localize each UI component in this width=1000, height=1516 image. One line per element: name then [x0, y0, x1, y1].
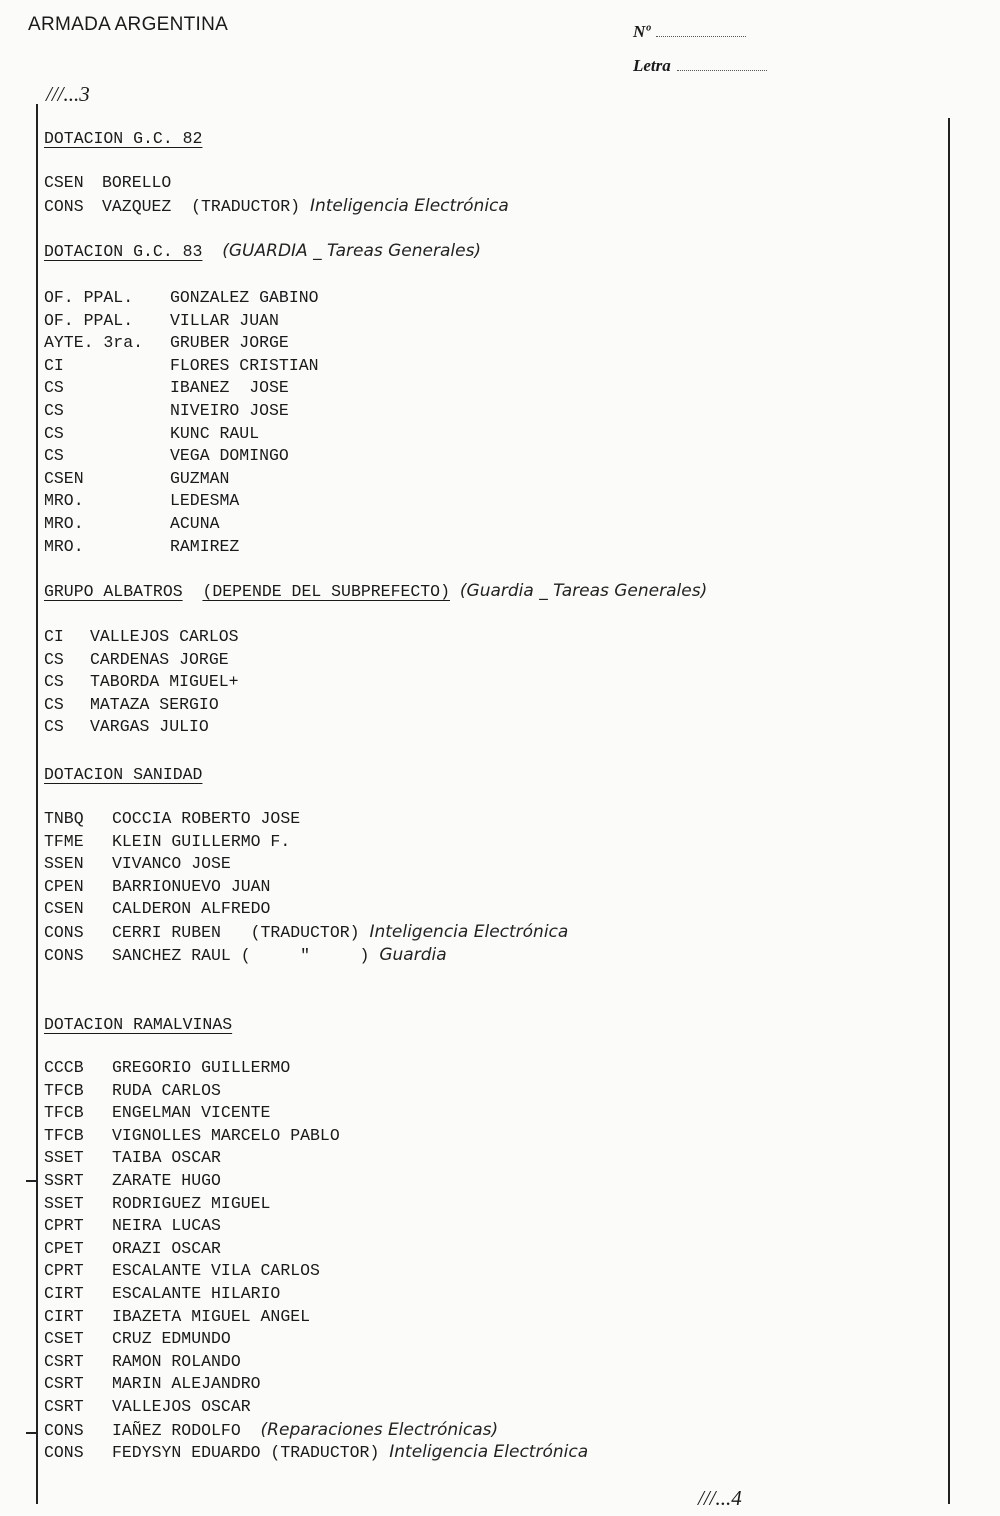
handwritten-note: (GUARDIA _ Tareas Generales): [222, 241, 482, 261]
list-item: [44, 332, 481, 355]
rank: CSRT: [44, 1374, 84, 1394]
right-margin-line: [948, 118, 950, 1504]
list-item: [44, 1328, 588, 1351]
section-dotacion-gc83: [44, 240, 481, 558]
continuation-top: ///...3: [46, 82, 90, 106]
handwritten-note: Guardia: [379, 944, 447, 965]
person-name: IBANEZ JOSE: [170, 378, 289, 398]
section-dotacion-gc82: [44, 128, 509, 217]
handwritten-note: Inteligencia Electrónica: [369, 921, 569, 942]
rank: SSET: [44, 1148, 84, 1168]
person-name: ZARATE HUGO: [112, 1170, 221, 1190]
person-name: BORELLO: [102, 173, 172, 192]
rank: CPEN: [44, 876, 84, 896]
person-name: BARRIONUEVO JUAN: [112, 876, 271, 896]
person-name: RAMIREZ: [170, 536, 240, 556]
rank: CSEN: [44, 468, 84, 488]
person-name: ESCALANTE HILARIO: [112, 1283, 281, 1303]
person-name: FEDYSYN EDUARDO (TRADUCTOR): [112, 1443, 380, 1463]
rank: CONS: [44, 1443, 84, 1463]
rank: OF. PPAL.: [44, 288, 134, 307]
person-name: VIVANCO JOSE: [112, 854, 231, 874]
handwritten-note: Inteligencia Electrónica: [309, 195, 509, 216]
person-name: CRUZ EDMUNDO: [112, 1329, 231, 1349]
list-item: [44, 1260, 588, 1283]
list-item: [44, 1238, 588, 1261]
section-dotacion-sanidad: [44, 764, 568, 966]
person-name: VIGNOLLES MARCELO PABLO: [112, 1125, 340, 1145]
rank: MRO.: [44, 536, 84, 556]
list-item: [44, 831, 568, 854]
rank: CI: [44, 627, 64, 646]
person-name: VALLEJOS OSCAR: [112, 1396, 251, 1416]
section-title: [44, 764, 568, 786]
list-item: [44, 445, 481, 468]
personnel-list: [44, 626, 707, 739]
rank: CONS: [44, 945, 84, 965]
rank: CPRT: [44, 1261, 84, 1281]
person-name: NEIRA LUCAS: [112, 1216, 221, 1236]
rank: TFCB: [44, 1125, 84, 1145]
person-name: ENGELMAN VICENTE: [112, 1103, 271, 1123]
list-item: [44, 1441, 588, 1464]
section-title-extra: (DEPENDE DEL SUBPREFECTO): [202, 582, 450, 601]
person-name: GRUBER JORGE: [170, 333, 289, 353]
rank: TNBQ: [44, 809, 84, 828]
list-item: [44, 1396, 588, 1419]
list-item: [44, 671, 707, 694]
list-item: [44, 1125, 588, 1148]
left-margin-line: [36, 104, 38, 1504]
rank: CS: [44, 717, 64, 737]
rank: CSRT: [44, 1351, 84, 1371]
continuation-bottom: ///...4: [698, 1486, 742, 1510]
person-name: KUNC RAUL: [170, 423, 260, 443]
person-name: VARGAS JULIO: [90, 717, 209, 737]
person-name: VEGA DOMINGO: [170, 446, 289, 466]
rank: CIRT: [44, 1283, 84, 1303]
section-title-text: DOTACION SANIDAD: [44, 765, 203, 784]
list-item: [44, 1419, 588, 1442]
person-name: IAÑEZ RODOLFO: [112, 1420, 241, 1440]
rank: TFCB: [44, 1080, 84, 1100]
person-name: RAMON ROLANDO: [112, 1351, 241, 1371]
rank: MRO.: [44, 491, 84, 511]
rank: CS: [44, 694, 64, 714]
list-item: [44, 921, 568, 944]
list-item: [44, 310, 481, 333]
person-name: IBAZETA MIGUEL ANGEL: [112, 1306, 311, 1326]
list-item: [44, 1351, 588, 1374]
rank: CS: [44, 649, 64, 669]
person-name: COCCIA ROBERTO JOSE: [112, 809, 301, 828]
person-name: ACUNA: [170, 513, 220, 533]
letter-blank: [677, 69, 767, 71]
rank: CONS: [44, 1420, 84, 1440]
section-title-text: DOTACION G.C. 83: [44, 242, 203, 261]
list-item: [44, 649, 707, 672]
section-grupo-albatros: [44, 580, 707, 739]
list-item: [44, 1170, 588, 1193]
rank: CCCB: [44, 1058, 84, 1077]
list-item: [44, 195, 509, 218]
list-item: [44, 808, 568, 831]
rank: CONS: [44, 922, 84, 942]
person-name: CALDERON ALFREDO: [112, 899, 271, 919]
person-name: GONZALEZ GABINO: [170, 288, 319, 307]
section-title: [44, 240, 481, 263]
list-item: [44, 536, 481, 559]
rank: SSEN: [44, 854, 84, 874]
rank: SSRT: [44, 1170, 84, 1190]
person-name: TABORDA MIGUEL+: [90, 672, 239, 692]
person-name: VAZQUEZ (TRADUCTOR): [102, 196, 301, 216]
list-item: [44, 853, 568, 876]
person-name: KLEIN GUILLERMO F.: [112, 831, 291, 851]
number-blank: [656, 35, 746, 37]
section-dotacion-ramalvinas: [44, 1014, 588, 1464]
list-item: [44, 377, 481, 400]
rank: SSET: [44, 1193, 84, 1213]
person-name: RUDA CARLOS: [112, 1080, 221, 1100]
rank: CSET: [44, 1329, 84, 1349]
number-field: [633, 22, 746, 42]
rank: OF. PPAL.: [44, 310, 134, 330]
rank: AYTE. 3ra.: [44, 333, 144, 353]
person-name: GREGORIO GUILLERMO: [112, 1058, 291, 1077]
person-name: TAIBA OSCAR: [112, 1148, 221, 1168]
letter-field: [633, 56, 767, 76]
list-item: [44, 1147, 588, 1170]
list-item: [44, 944, 568, 967]
personnel-list: [44, 287, 481, 558]
list-item: [44, 1306, 588, 1329]
rank: CS: [44, 423, 64, 443]
person-name: NIVEIRO JOSE: [170, 400, 289, 420]
list-item: [44, 694, 707, 717]
list-item: [44, 876, 568, 899]
list-item: [44, 1080, 588, 1103]
rank: CS: [44, 400, 64, 420]
margin-tick-mark: [26, 1180, 38, 1182]
list-item: [44, 1215, 588, 1238]
rank: CSRT: [44, 1396, 84, 1416]
section-title-text: GRUPO ALBATROS: [44, 582, 183, 601]
handwritten-note: Inteligencia Electrónica: [389, 1442, 589, 1463]
list-item: [44, 1102, 588, 1125]
rank: CSEN: [44, 899, 84, 919]
person-name: FLORES CRISTIAN: [170, 355, 319, 375]
list-item: [44, 513, 481, 536]
rank: MRO.: [44, 513, 84, 533]
list-item: [44, 1193, 588, 1216]
section-title: [44, 580, 707, 603]
rank: CS: [44, 378, 64, 398]
rank: CS: [44, 446, 64, 466]
section-title-text: DOTACION G.C. 82: [44, 129, 203, 148]
handwritten-note: (Reparaciones Electrónicas): [260, 1419, 499, 1440]
list-item: [44, 172, 509, 195]
list-item: [44, 1057, 588, 1080]
letter-label: Letra: [633, 56, 671, 75]
institution-header: ARMADA ARGENTINA: [28, 14, 229, 35]
person-name: SANCHEZ RAUL ( " ): [112, 945, 370, 965]
personnel-list: [44, 172, 509, 217]
person-name: VALLEJOS CARLOS: [90, 627, 239, 646]
list-item: [44, 400, 481, 423]
personnel-list: [44, 1057, 588, 1464]
list-item: [44, 287, 481, 310]
rank: CI: [44, 355, 64, 375]
person-name: MATAZA SERGIO: [90, 694, 219, 714]
list-item: [44, 898, 568, 921]
handwritten-note: (Guardia _ Tareas Generales): [459, 581, 708, 601]
rank: CIRT: [44, 1306, 84, 1326]
person-name: MARIN ALEJANDRO: [112, 1374, 261, 1394]
rank: CSEN: [44, 173, 84, 192]
list-item: [44, 468, 481, 491]
section-title: [44, 1014, 588, 1036]
list-item: [44, 1373, 588, 1396]
number-label: Nº: [633, 22, 651, 41]
person-name: ORAZI OSCAR: [112, 1238, 221, 1258]
person-name: RODRIGUEZ MIGUEL: [112, 1193, 271, 1213]
rank: CS: [44, 672, 64, 692]
person-name: LEDESMA: [170, 491, 240, 511]
list-item: [44, 355, 481, 378]
person-name: CERRI RUBEN (TRADUCTOR): [112, 922, 360, 942]
list-item: [44, 1283, 588, 1306]
person-name: VILLAR JUAN: [170, 310, 279, 330]
list-item: [44, 423, 481, 446]
person-name: GUZMAN: [170, 468, 230, 488]
section-title: [44, 128, 509, 150]
rank: TFCB: [44, 1103, 84, 1123]
list-item: [44, 490, 481, 513]
person-name: ESCALANTE VILA CARLOS: [112, 1261, 320, 1281]
rank: CPRT: [44, 1216, 84, 1236]
person-name: CARDENAS JORGE: [90, 649, 229, 669]
rank: TFME: [44, 831, 84, 851]
section-title-text: DOTACION RAMALVINAS: [44, 1015, 233, 1034]
list-item: [44, 626, 707, 649]
list-item: [44, 716, 707, 739]
rank: CPET: [44, 1238, 84, 1258]
margin-tick-mark: [26, 1432, 38, 1434]
rank: CONS: [44, 196, 84, 216]
personnel-list: [44, 808, 568, 966]
